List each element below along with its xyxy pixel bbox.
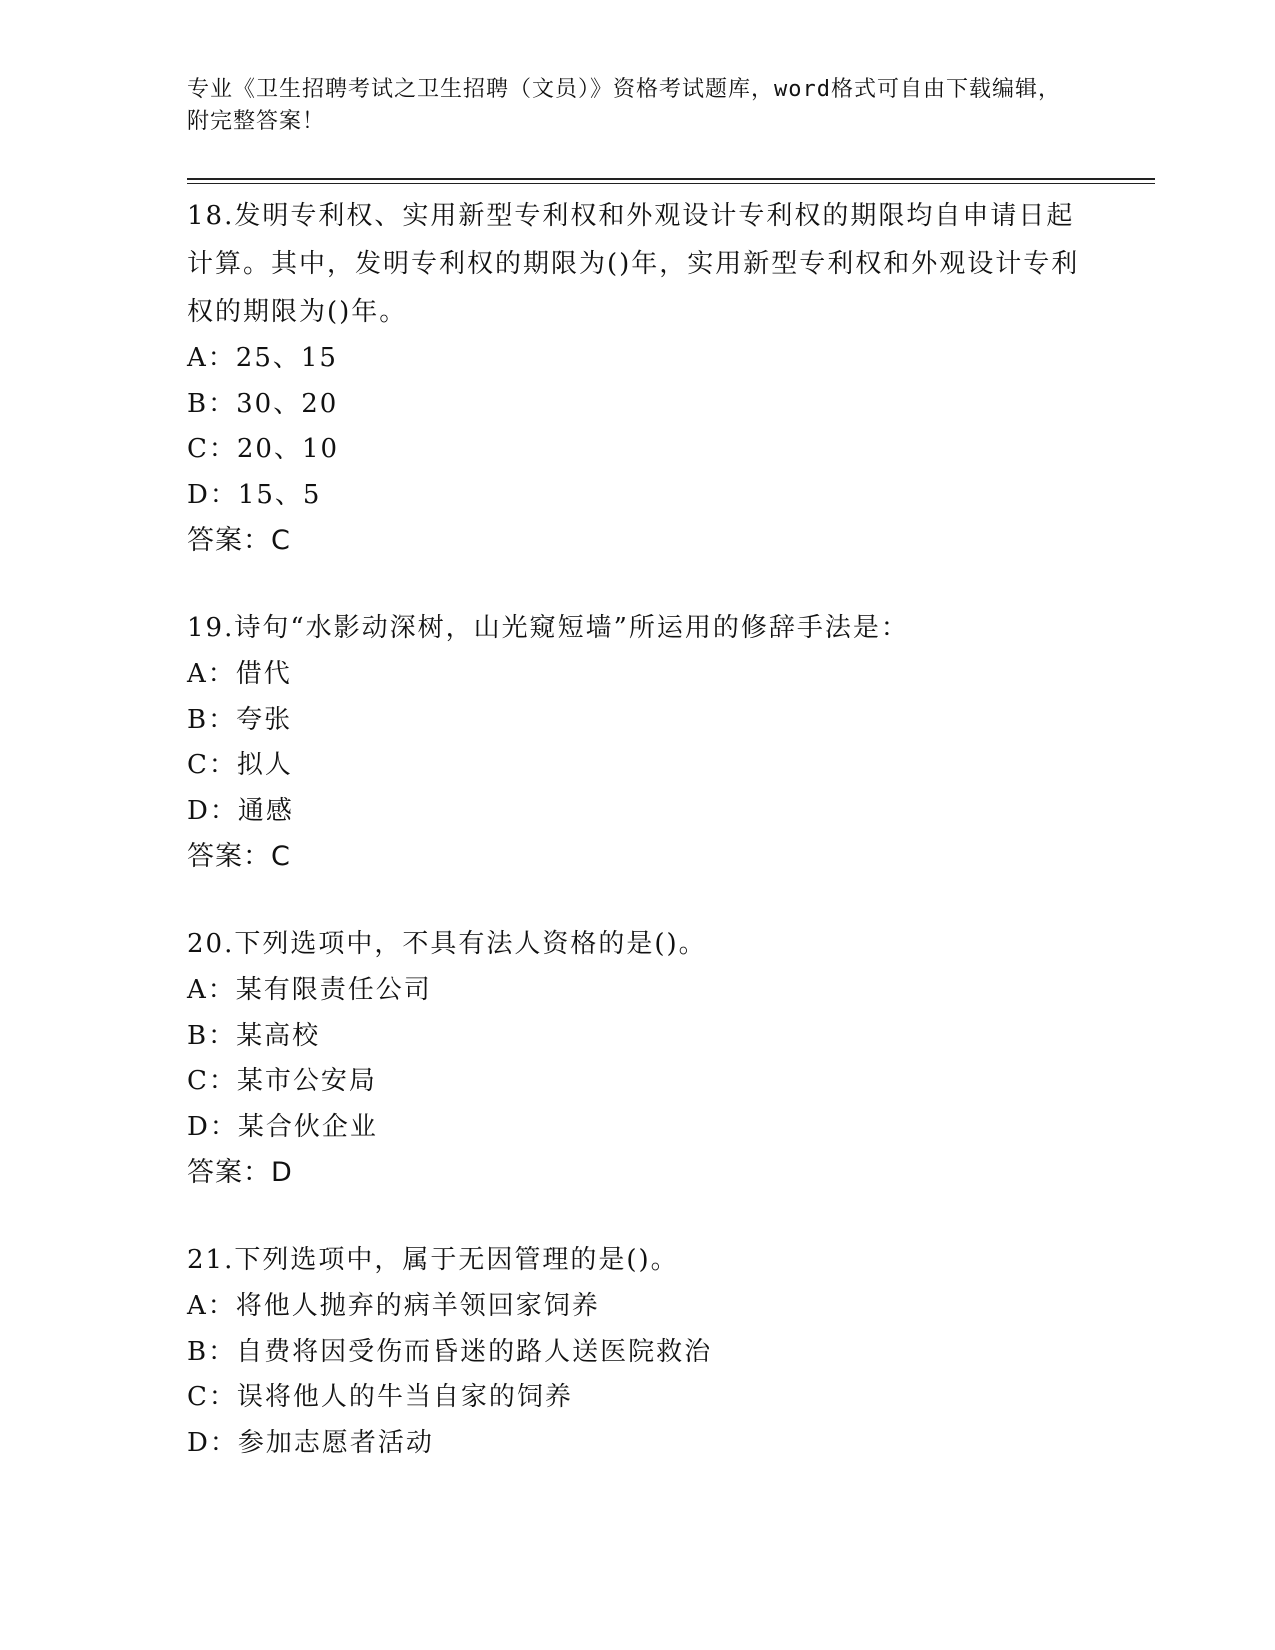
option-c: C：拟人 — [187, 750, 293, 780]
document-header: 专业《卫生招聘考试之卫生招聘（文员）》资格考试题库，word格式可自由下载编辑，附完整答案！ — [187, 77, 1061, 134]
header-divider-thick — [187, 178, 1155, 180]
option-c: C：20、10 — [187, 434, 340, 464]
option-d: D：某合伙企业 — [187, 1111, 378, 1142]
question-stem: 18.发明专利权、实用新型专利权和外观设计专利权的期限均自申请日起计算。其中，发明专利权的期限为()年，实用新型专利权和外观设计专利权的期限为()年。 — [187, 201, 1080, 327]
question-stem: 19.诗句“水影动深树，山光窥短墙”所运用的修辞手法是： — [187, 613, 909, 643]
question-20 — [187, 920, 1087, 1196]
question-21 — [187, 1236, 1087, 1466]
option-d: D：参加志愿者活动 — [187, 1427, 434, 1458]
header-divider-thin — [187, 183, 1155, 184]
option-c: C：误将他人的牛当自家的饲养 — [187, 1382, 573, 1412]
question-18 — [187, 192, 1087, 564]
question-list — [187, 192, 1087, 1488]
option-a: A：25、15 — [187, 343, 338, 373]
option-d: D：15、5 — [187, 479, 322, 510]
question-stem: 21.下列选项中，属于无因管理的是()。 — [187, 1245, 679, 1275]
option-b: B：某高校 — [187, 1020, 321, 1051]
question-stem: 20.下列选项中，不具有法人资格的是()。 — [187, 929, 707, 959]
question-19 — [187, 604, 1087, 880]
option-a: A：将他人抛弃的病羊领回家饲养 — [187, 1291, 600, 1321]
option-a: A：某有限责任公司 — [187, 975, 432, 1005]
option-b: B：自费将因受伤而昏迷的路人送医院救治 — [187, 1336, 713, 1367]
option-c: C：某市公安局 — [187, 1066, 377, 1096]
option-d: D：通感 — [187, 795, 294, 826]
answer-line: 答案：D — [187, 1157, 293, 1188]
answer-line: 答案：C — [187, 841, 291, 872]
answer-line: 答案：C — [187, 525, 291, 556]
option-a: A：借代 — [187, 659, 292, 689]
option-b: B：夸张 — [187, 704, 293, 735]
option-b: B：30、20 — [187, 388, 339, 419]
